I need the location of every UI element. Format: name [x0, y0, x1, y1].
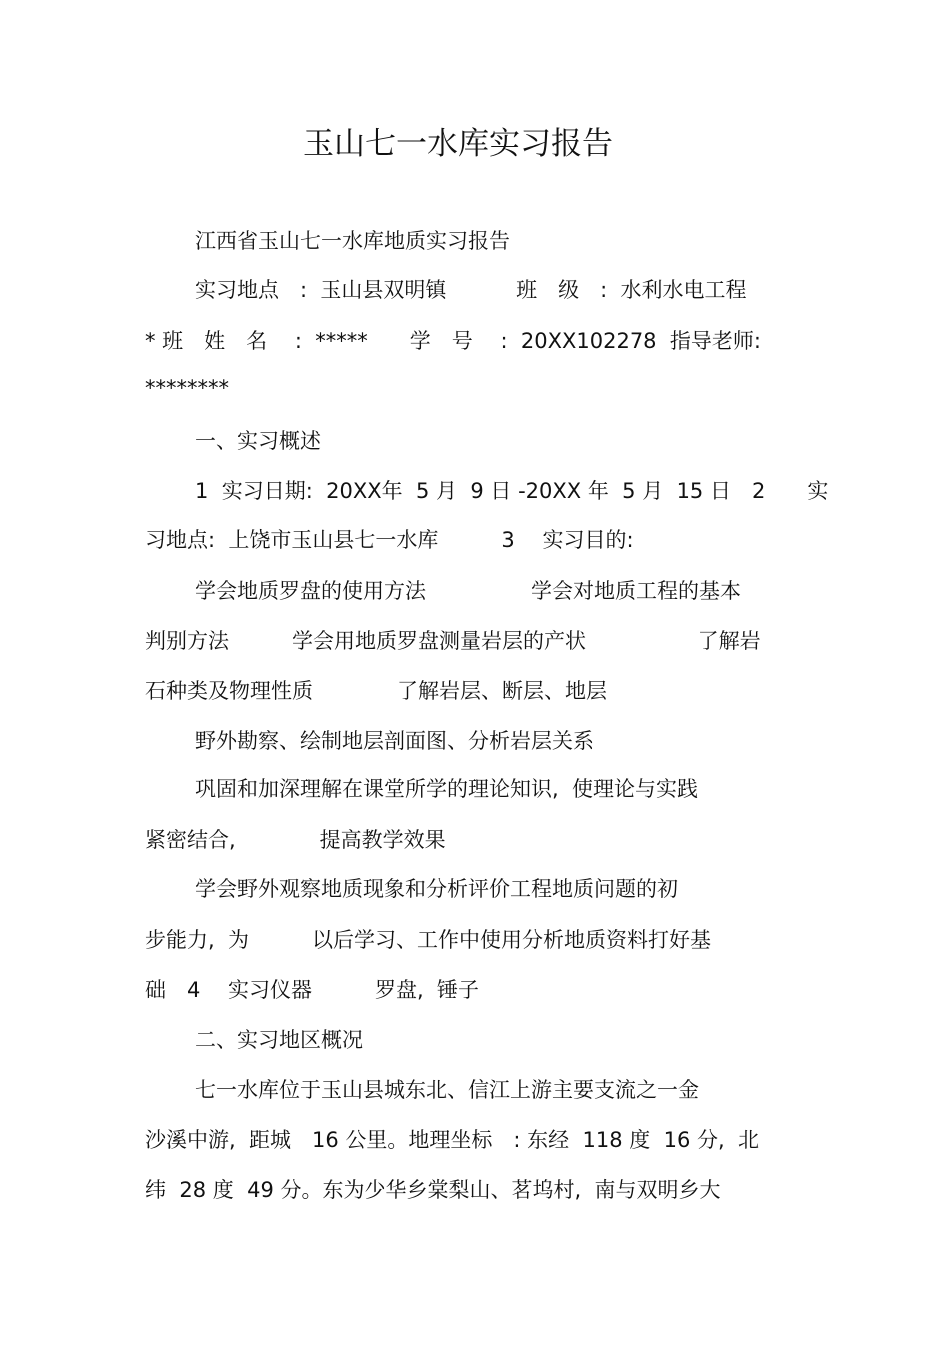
body-line-7: 学会地质罗盘的使用方法 学会对地质工程的基本 — [195, 579, 741, 603]
body-line-11: 巩固和加深理解在课堂所学的理论知识, 使理论与实践 — [195, 777, 699, 801]
body-line-6: 习地点: 上饶市玉山县七一水库 3 实习目的: — [145, 528, 634, 552]
body-line-4: ******** — [145, 376, 229, 400]
section-heading-2: 二、实习地区概况 — [195, 1028, 363, 1052]
body-line-1: 江西省玉山七一水库地质实习报告 — [195, 229, 510, 253]
body-line-9: 石种类及物理性质 了解岩层、断层、地层 — [145, 679, 607, 703]
body-line-16: 七一水库位于玉山县城东北、信江上游主要支流之一金 — [195, 1078, 699, 1102]
body-line-17: 沙溪中游, 距城 16 公里。地理坐标 : 东经 118 度 16 分, 北 — [145, 1128, 760, 1152]
body-line-5: 1 实习日期: 20XX年 5 月 9 日 -20XX 年 5 月 15 日 2 实 — [195, 479, 829, 503]
body-line-12: 紧密结合, 提高教学效果 — [145, 828, 446, 852]
document-title: 玉山七一水库实习报告 — [303, 126, 613, 162]
body-line-2: 实习地点 : 玉山县双明镇 班 级 : 水利水电工程 — [195, 278, 747, 302]
body-line-14: 步能力, 为 以后学习、工作中使用分析地质资料打好基 — [145, 928, 712, 952]
body-line-10: 野外勘察、绘制地层剖面图、分析岩层关系 — [195, 729, 594, 753]
section-heading-1: 一、实习概述 — [195, 429, 321, 453]
body-line-8: 判别方法 学会用地质罗盘测量岩层的产状 了解岩 — [145, 629, 761, 653]
body-line-18: 纬 28 度 49 分。东为少华乡棠梨山、茗坞村, 南与双明乡大 — [145, 1178, 721, 1202]
body-line-3: * 班 姓 名 : ***** 学 号 : 20XX102278 指导老师: — [145, 329, 761, 353]
body-line-13: 学会野外观察地质现象和分析评价工程地质问题的初 — [195, 877, 678, 901]
body-line-15: 础 4 实习仪器 罗盘, 锤子 — [145, 978, 480, 1002]
